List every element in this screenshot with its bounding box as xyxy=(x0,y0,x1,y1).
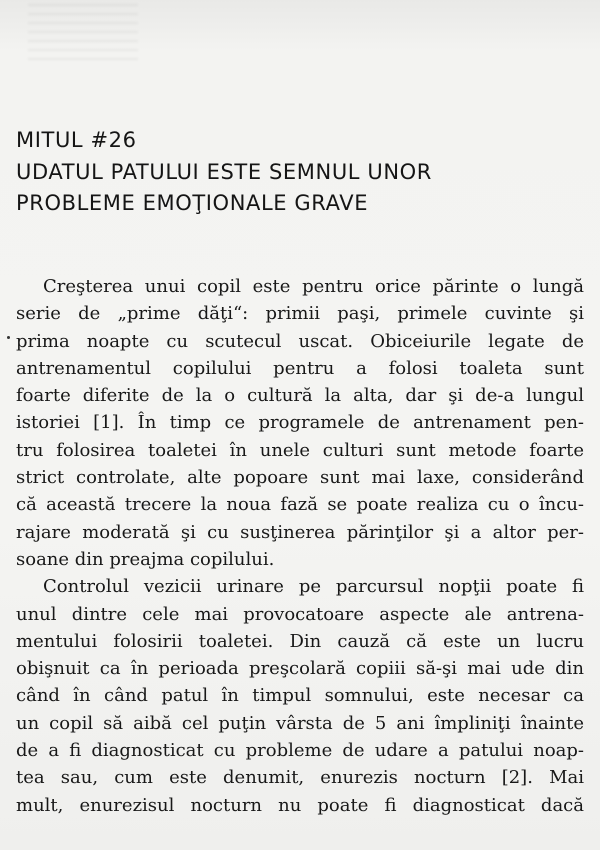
text-line: foarte diferite de la o cultură la alta, dar şi de-a lungul xyxy=(16,385,584,407)
text-line: mult, enurezisul nocturn nu poate fi diagnosticat dacă xyxy=(16,794,584,816)
text-line: antrenamentul copilului pentru a folosi toaleta sunt xyxy=(16,357,584,379)
text-line: soane din preajma copilului. xyxy=(16,548,275,570)
text-line: că această trecere la noua fază se poate realiza cu o încu- xyxy=(16,494,584,516)
text-line: obişnuit ca în perioada preşcolară copiii să-şi mai ude din xyxy=(16,658,584,680)
paragraph-2 xyxy=(16,573,584,819)
text-line: un copil să aibă cel puţin vârsta de 5 ani împliniţi înainte xyxy=(16,712,584,734)
show-through-text xyxy=(28,4,138,64)
text-line: tea sau, cum este denumit, enurezis nocturn [2]. Mai xyxy=(16,767,584,789)
text-line: Controlul vezicii urinare pe parcursul nopţii poate fi xyxy=(43,576,584,598)
myth-number: MITUL #26 xyxy=(16,128,137,152)
text-line: când în când patul în timpul somnului, este necesar ca xyxy=(16,685,584,707)
chapter-title-line-2: PROBLEME EMOŢIONALE GRAVE xyxy=(16,191,369,215)
text-line: strict controlate, alte popoare sunt mai laxe, considerând xyxy=(16,467,584,489)
text-line: prima noapte cu scutecul uscat. Obiceiurile legate de xyxy=(16,330,584,352)
text-line: istoriei [1]. În timp ce programele de antrenament pen- xyxy=(16,412,584,434)
paragraph-1 xyxy=(16,273,584,573)
chapter-title-line-1: UDATUL PATULUI ESTE SEMNUL UNOR xyxy=(16,159,432,184)
text-line: unul dintre cele mai provocatoare aspecte ale antrena- xyxy=(16,603,584,625)
body-text xyxy=(16,273,584,819)
text-line: de a fi diagnosticat cu probleme de udare a patului noap- xyxy=(16,740,584,762)
chapter-heading xyxy=(16,125,586,220)
text-line: rajare moderată şi cu susţinerea părinţilor şi a altor per- xyxy=(16,521,584,543)
text-line: tru folosirea toaletei în unele culturi sunt metode foarte xyxy=(16,439,584,461)
text-line: serie de „prime dăţi“: primii paşi, primele cuvinte şi xyxy=(16,303,584,325)
text-line: mentului folosirii toaletei. Din cauză că este un lucru xyxy=(16,630,584,652)
print-speck xyxy=(7,336,10,339)
text-line: Creşterea unui copil este pentru orice părinte o lungă xyxy=(43,276,584,297)
